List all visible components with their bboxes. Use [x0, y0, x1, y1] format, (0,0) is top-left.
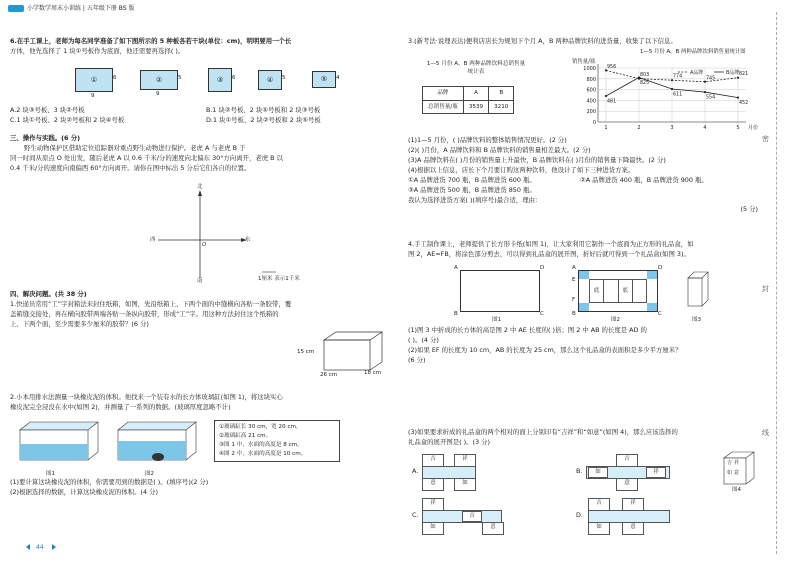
- binding-mark-2: 封: [762, 285, 769, 293]
- fig4-word-2: 祥: [734, 460, 740, 466]
- gift-box-fig3: [686, 270, 710, 310]
- corner-b: B: [454, 311, 458, 317]
- problem-2-line2: 橡皮泥完全浸没在水中(如图 2)，并测量了一系列的数据。(玻璃厚度忽略不计): [10, 402, 231, 411]
- compass-origin: O: [202, 242, 207, 248]
- compass-east: 东: [245, 237, 251, 243]
- section-4: [10, 290, 388, 330]
- q6-option-c[interactable]: C.1 块①号板、2 块②号板和 2 块④号板: [10, 115, 125, 124]
- section-3-p2: 同一时间从原点 O 处出发，随后老虎 A 以 0.6 千米/分的速度向北偏东 30°方向离开，老虎 B 以: [10, 153, 283, 162]
- fig2-caption: 图2: [611, 317, 620, 323]
- data-label: 554: [706, 95, 716, 101]
- data-label: 774: [673, 74, 683, 80]
- plan-2: ②A 品牌进货 400 瓶，B 品牌进货 900 瓶。: [580, 175, 708, 184]
- chart-title: 1—5 月份 A，B 两种品牌饮料销售量统计图: [640, 49, 746, 55]
- y-tick-label: 400: [586, 98, 596, 105]
- net-option-b[interactable]: B.: [576, 467, 583, 475]
- y-tick-label: 600: [586, 87, 596, 94]
- q4-sub1b: ( )。(4 分): [408, 335, 439, 344]
- sales-table-caption-2: 统计表: [467, 69, 485, 76]
- right-page: [400, 0, 759, 566]
- problem-2: [10, 393, 388, 413]
- net-a-cell-1: 吉: [422, 454, 444, 467]
- data-point: [737, 96, 739, 98]
- compass-south: 南: [197, 278, 203, 284]
- x-tick-label: 4: [703, 125, 707, 131]
- prev-page-icon[interactable]: [26, 544, 30, 550]
- net-c-cell-1: 祥: [422, 498, 444, 511]
- table-row: [423, 87, 514, 101]
- book-logo-icon: [8, 5, 24, 12]
- y-tick-label: 0: [592, 120, 596, 126]
- q3-sub2: (2)( )月份，A 品牌饮料和 B 品牌饮料的销售量相差最大。(2 分): [408, 145, 591, 154]
- net-b-cell-3: 祥: [646, 467, 666, 478]
- fig2-mark-f: F: [572, 297, 576, 303]
- section-3-p1: 野生动物保护区借助定位追踪器对重点野生动物进行保护。老虎 A 与老虎 B 于: [24, 143, 246, 152]
- y-tick-label: 200: [586, 109, 596, 116]
- problem-2-subquestions: [10, 478, 388, 498]
- page-number: 44: [36, 544, 44, 551]
- net-b-cell-1: 吉: [616, 454, 638, 467]
- fig4-word-1: 吉: [727, 460, 733, 466]
- legend-label: A品牌: [690, 70, 704, 76]
- table-cell: B: [489, 87, 514, 101]
- data-point: [638, 76, 640, 78]
- table-cell: 总销售量/瓶: [423, 100, 464, 114]
- q6-option-b[interactable]: B.1 块②号板、2 块⑤号板和 2 块③号板: [206, 106, 321, 114]
- chart-ylabel: 销售量/瓶: [572, 59, 596, 65]
- compass-west: 西: [150, 237, 156, 243]
- data-label: 481: [607, 99, 617, 105]
- board-5-height: 4: [336, 75, 340, 81]
- sales-table-caption: [426, 60, 526, 77]
- table-cell: A: [463, 87, 488, 101]
- chart-xlabel: 月份: [748, 125, 759, 131]
- plan-3: ③A 品牌进货 500 瓶，B 品牌进货 850 瓶。: [408, 185, 536, 194]
- data-label: 956: [607, 64, 617, 70]
- sales-line-chart: [570, 46, 760, 138]
- gift-box-fig4: [722, 450, 756, 486]
- bottom-face-2: 底: [619, 280, 633, 302]
- fig1-caption: 图1: [492, 317, 501, 323]
- data-point: [671, 88, 673, 90]
- board-2-width: 9: [156, 91, 160, 97]
- net-d-cell-2: 祥: [622, 498, 644, 511]
- table-cell: 品牌: [423, 87, 464, 101]
- compass-diagram: [150, 186, 300, 284]
- sales-table-caption-1: 1—5 月份 A，B 两种品牌饮料总销售量: [426, 61, 526, 67]
- section-3: [10, 134, 388, 174]
- section-3-title: 三、操作与实践。(6 分): [10, 134, 81, 142]
- net-c-cell-4: 意: [482, 522, 504, 535]
- tank-fig2-caption: 图2: [145, 471, 154, 477]
- q6-option-d[interactable]: D.1 块①号板、2 块②号板和 2 块⑤号板: [206, 115, 321, 124]
- table-row: [423, 100, 514, 114]
- table-cell: 3539: [463, 100, 488, 114]
- q4-line2: 图 2，AE=FB，将涂色部分剪去，可以得到礼品盒的展开图，折好后就可得到一个礼品盒(如图 3)。: [408, 249, 690, 258]
- section-3-p3: 0.4 千米/分的速度向南偏西 60°方向离开。请你在图中标出 5 分后它们各自的位置。: [10, 163, 251, 172]
- board-5: ⑤: [312, 71, 336, 88]
- compass-north: 北: [197, 184, 203, 190]
- board-1-height: 6: [113, 75, 117, 81]
- y-tick-label: 800: [586, 76, 596, 83]
- x-tick-label: 5: [736, 125, 740, 131]
- binding-mark-1: 密: [762, 135, 769, 143]
- q4-sub3-block: [408, 428, 758, 448]
- problem-1-line2: 盖箱缝交接处，再在横向胶带两端各贴一条纵向胶带，形成“工”字。用这种方法封住这个纸箱的: [10, 309, 279, 318]
- tank-diagrams: [18, 418, 208, 470]
- header-title: 小学数学周末小训练 | 五年级下册 BS 版: [27, 5, 135, 12]
- board-4-height: 5: [282, 75, 286, 81]
- fig4-caption: 图4: [732, 487, 741, 493]
- fig4-word-3: 如: [727, 470, 733, 476]
- q4-subquestions: [408, 326, 758, 366]
- net-option-d[interactable]: D.: [576, 511, 583, 519]
- q3-subquestions: [408, 136, 758, 215]
- x-tick-label: 1: [604, 125, 608, 131]
- data-label: 821: [739, 72, 749, 78]
- q4-line1: 4.手工制作课上，老师提供了长方形卡纸(如图 1)，让大家利用它制作一个底面为正方形的礼品盒，如: [408, 240, 694, 248]
- net-a-cell-2: 祥: [454, 454, 476, 467]
- data-label: 803: [640, 73, 650, 79]
- box-height: 15 cm: [297, 349, 315, 355]
- q4-sub1: (1)图 3 中折成的长方体的高是图 2 中 AE 长度的( )倍；图 2 中 AB 的长度是 AD 的: [408, 326, 647, 334]
- binding-line: [776, 12, 778, 554]
- plan-1: ①A 品牌进货 700 瓶，B 品牌进货 600 瓶。: [408, 175, 536, 184]
- fig2-corner-c: C: [658, 311, 662, 317]
- table-cell: 3210: [489, 100, 514, 114]
- net-b-cell-4: 意: [616, 478, 638, 491]
- data-label: 452: [739, 101, 749, 107]
- board-2: ②: [140, 70, 178, 90]
- data-label: 825: [640, 80, 650, 86]
- sales-table: [422, 86, 514, 114]
- q6-line1: 6.在手工课上，老师为每名同学准备了如下图所示的 5 种板各若干块(单位：cm)，明明要用一个长: [10, 37, 292, 45]
- board-3-height: 6: [232, 75, 236, 81]
- fact-4: ④图 2 中，水面的高度是 10 cm。: [219, 450, 307, 457]
- net-c-cell-2: 吉: [462, 511, 482, 522]
- problem-2-sub1: (1)要计算这块橡皮泥的体积，你需要用到的数据是( )。(填序号)(2 分): [10, 478, 209, 486]
- data-point: [605, 95, 607, 97]
- fig3-caption: 图3: [692, 317, 701, 323]
- q6-options: [10, 106, 388, 126]
- fig4-word-4: 意: [734, 470, 740, 476]
- q4-sub3b: 礼品盒的展开图是( )。(3 分): [408, 437, 491, 446]
- net-a-cell-3: 意: [422, 478, 444, 491]
- q4-sub3: (3)如果要求折成的礼品盒的两个相对的面上分别印有“吉祥”和“如意”(如图 4)，那么应该选择的: [408, 428, 678, 436]
- binding-mark-3: 线: [762, 429, 769, 437]
- fig2-corner-b: B: [572, 311, 576, 317]
- net-d-cell-3: 如: [588, 522, 610, 535]
- net-option-c[interactable]: C.: [412, 511, 419, 519]
- q3-sub3: (3)A 品牌饮料在( )月份的销售量上升最快，B 品牌饮料在( )月份的销售量下降最快。(2 分): [408, 155, 666, 164]
- net-b-cell-2: 如: [588, 467, 608, 478]
- q4-sub2: (2)如果 EF 的长度为 10 cm，AB 的长度为 25 cm，那么这个礼品盒的表面积是多少平方厘米？: [408, 345, 682, 354]
- net-c-cell-3: 如: [422, 522, 444, 535]
- net-option-a[interactable]: A.: [412, 467, 419, 475]
- x-tick-label: 3: [670, 125, 674, 131]
- box-length: 26 cm: [320, 372, 338, 378]
- problem-1-line3: 上、下两个面，至少需要多少厘米的胶带？(6 分): [10, 319, 149, 328]
- q6-option-a[interactable]: A.2 块③号板、3 块②号板: [10, 106, 85, 114]
- q3-sub4: (4)根据以上信息，店长下个月要订购这两种饮料，他设计了如下三种进货方案。: [408, 165, 635, 174]
- corner-d: D: [540, 265, 545, 271]
- q3-line1: 3.(新考法·说理表达)便利店店长为规划下个月 A，B 两种品牌饮料的进货量，收集了以下信息。: [408, 37, 677, 45]
- q3-points: (5 分): [740, 205, 758, 214]
- problem-2-sub2: (2)根据选择的数据，计算这块橡皮泥的体积。(4 分): [10, 487, 158, 496]
- fig2-mark-e: E: [572, 277, 576, 283]
- box-width: 18 cm: [364, 370, 382, 376]
- fact-3: ③图 1 中，水面的高度是 8 cm。: [219, 441, 303, 448]
- q4-sub2b: (6 分): [408, 355, 426, 364]
- q6-line2: 方体，他先选择了 1 块①号板作为底面，他还需要再选择( )。: [10, 46, 185, 55]
- board-4: ④: [258, 70, 282, 90]
- bottom-face-1: 底: [590, 280, 604, 302]
- q3-sub1: (1)1—5 月份，( )品牌饮料的整体销售情况更好。(2 分): [408, 136, 567, 144]
- card-rectangle-fig1: [460, 270, 540, 312]
- board-1: ①: [75, 68, 113, 92]
- q3-sub5: 我认为选择进货方案( )(填序号)最合适，理由：: [408, 195, 542, 204]
- fig2-corner-a: A: [572, 265, 576, 271]
- fig2-corner-d: D: [658, 265, 663, 271]
- x-tick-label: 2: [637, 125, 641, 131]
- fact-1: ①玻璃缸长 30 cm，宽 20 cm。: [219, 424, 302, 430]
- card-unfold-fig2: [578, 270, 658, 312]
- corner-c: C: [540, 311, 544, 317]
- question-4: [408, 240, 758, 260]
- board-3: ③: [208, 68, 232, 92]
- net-a-cell-4: 如: [454, 478, 476, 491]
- board-2-height: 5: [178, 75, 182, 81]
- question-6: [10, 37, 388, 57]
- compass-scale: 1厘米 表示1千米: [258, 276, 300, 282]
- page-header: [8, 4, 134, 13]
- tank-facts-box: [214, 420, 340, 462]
- net-d-cell-4: 意: [622, 522, 644, 535]
- net-d-cell-1: 吉: [588, 498, 610, 511]
- next-page-icon[interactable]: [52, 544, 56, 550]
- board-1-width: 9: [91, 93, 95, 99]
- problem-2-line1: 2.小本用排水法测量一块橡皮泥的体积。他找来一个装有水的长方体玻璃缸(如图 1)，将这块实心: [10, 393, 283, 401]
- fact-2: ②玻璃缸高 21 cm。: [219, 432, 272, 439]
- legend-label: B品牌: [726, 70, 740, 76]
- section-4-title: 四、解决问题。(共 38 分): [10, 290, 87, 298]
- corner-a: A: [454, 265, 458, 271]
- data-label: 745: [706, 76, 716, 82]
- data-label: 611: [673, 92, 683, 98]
- y-tick-label: 1000: [583, 66, 596, 72]
- data-point: [704, 91, 706, 93]
- problem-1-line1: 1.快递员常用“工”字封箱法来封住纸箱，如图，先沿纸箱上、下两个面的中缝横向各贴一条胶带，覆: [10, 299, 292, 308]
- left-page: [0, 0, 392, 566]
- tank-fig1-caption: 图1: [46, 471, 55, 477]
